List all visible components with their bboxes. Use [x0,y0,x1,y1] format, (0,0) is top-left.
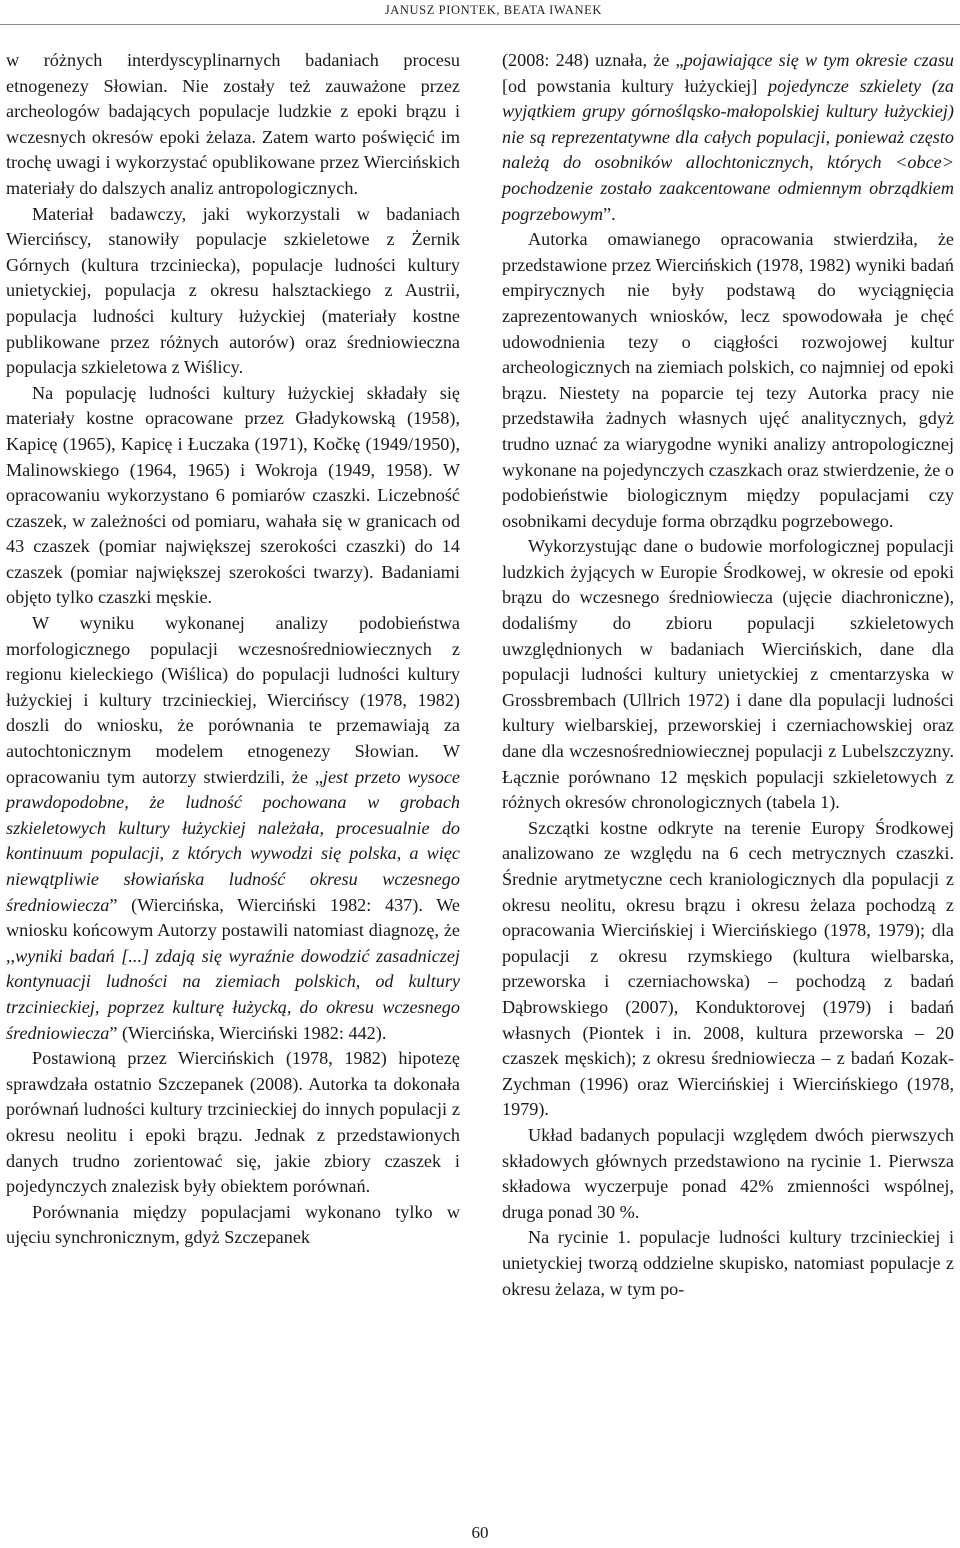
paragraph: Materiał badawczy, jaki wykorzystali w badaniach Wiercińscy, stanowiły populacje szkieletowe z Żernik Górnych (kultura trzciniecka), populacje ludności kultury unietyckiej, populacja z okresu halsztackiego z Austrii, populacja ludności kultury łużyckiej (materiały kostne publikowane przez różnych autorów) oraz średniowieczna populacja szkieletowa z Wiślicy. [6,203,460,378]
quotation: jest przeto wysoce prawdopodobne, że ludność pochowana w grobach szkieletowych kultury łużyckiej należała, procesualnie do kontinuum populacji, z których wywodzi się polska, a więc niewątpliwie słowiańska ludność okresu wczesnego średniowiecza [6,766,460,915]
page-header [0,0,960,25]
paragraph: Porównania między populacjami wykonano tylko w ujęciu synchronicznym, gdyż Szczepanek [6,1201,460,1248]
quotation: pojedyncze szkielety (za wyjątkiem grupy górnośląsko-małopolskiej kultury łużyckiej) nie są reprezentatywne dla całych populacji, ponieważ często należą do osobników allochtonicznych, których <obce> pochodzenie zostało zaakcentowane odmiennym obrządkiem pogrzebowym [502,75,954,224]
running-title: JANUSZ PIONTEK, BEATA IWANEK [384,3,602,17]
paragraph: Wykorzystując dane o budowie morfologicznej populacji ludzkich żyjących w Europie Środkowej, w okresie od epoki brązu do wczesnego średniowiecza (ujęcie diachroniczne), dodaliśmy do zbioru populacji szkieletowych uwzględnionych w badaniach Wiercińskich, dane dla populacji ludności kultury unietyckiej z cmentarzyska w Grossbrembach (Ullrich 1972) i dane dla populacji ludności kultury wielbarskiej, przeworskiej i czerniachowskiej oraz dane dla wczesnośredniowiecznej populacji z Lubelszczyzny. Łącznie porównano 12 męskich populacji szkieletowych z różnych okresów chronologicznych (tabela 1). [502,536,954,813]
right-column [502,48,954,1302]
paragraph [6,611,460,1046]
quotation: wyniki badań [...] zdają się wyraźnie dowodzić zasadniczej kontynuacji ludności na ziemiach polskich, od kultury trzcinieckiej, poprzez kulturę łużycką, do okresu wczesnego średniowiecza [6,945,460,1043]
paragraph: Na rycinie 1. populacje ludności kultury trzcinieckiej i unietyckiej tworzą oddzielne skupisko, natomiast populacje z okresu żelaza, w tym po- [502,1227,954,1299]
paragraph: Układ badanych populacji względem dwóch pierwszych składowych głównych przedstawiono na rycinie 1. Pierwsza składowa wyczerpuje ponad 42% zmienności wspólnej, druga ponad 30 %. [502,1124,954,1222]
text-run: ”. [603,203,616,224]
paragraph: Postawioną przez Wiercińskich (1978, 1982) hipotezę sprawdzała ostatnio Szczepanek (2008). Autorka ta dokonała porównań ludności kultury trzcinieckiej do innych populacji z okresu neolitu i epoki brązu. Jednak z przedstawionych danych trudno zorientować się, jakie zbiory czaszek i pojedynczych znalezisk były obiektem porównań. [6,1048,460,1197]
left-column [6,48,460,1251]
text-run: ” (Wiercińska, Wierciński 1982: 442). [109,1022,387,1043]
text-run: (2008: 248) uznała, że „ [502,50,684,70]
quotation: pojawiające się w tym okresie czasu [683,50,954,70]
paragraph: Szczątki kostne odkryte na terenie Europy Środkowej analizowano ze względu na 6 cech metrycznych czaszki. Średnie arytmetyczne cech kraniologicznych dla populacji z okresu neolitu, okresu brązu i okresu żelaza pochodzą z opracowania Wiercińskiej i Wiercińskiego (1978, 1979); dla populacji z okresu rzymskiego (kultura wielbarska, przeworska i czerniachowska) – pochodzą z badań Dąbrowskiego (2007), Konduktorovej (1979) i badań własnych (Piontek i in. 2008, kultura przeworska – 20 czaszek męskich); z okresu średniowiecza – z badań Kozak-Zychman (1996) oraz Wiercińskiej i Wiercińskiego (1978, 1979). [502,817,954,1120]
text-run: [od powstania kultury łużyckiej] [502,75,768,96]
text-run: ” (Wiercińska, Wierciński 1982: 437). We wniosku końcowym Autorzy postawili natomiast diagnozę, że ,, [6,894,460,966]
paragraph: Autorka omawianego opracowania stwierdziła, że przedstawione przez Wiercińskich (1978, 1982) wyniki badań empirycznych nie były podstawą do wyciągnięcia zaprezentowanych wniosków, lecz spowodowała je chęć udowodnienia tezy o ciągłości rozwojowej kultur archeologicznych na ziemiach polskich, co najmniej od epoki brązu. Niestety na poparcie tej tezy Autorka pracy nie przedstawiła żadnych własnych ujęć analitycznych, gdyż trudno uznać za wiarygodne wyniki analizy antropologicznej wykonane na pojedynczych czaszkach oraz stwierdzenie, że o podobieństwie biologicznym między populacjami czy osobnikami decyduje forma obrządku pogrzebowego. [502,229,954,531]
paragraph: Na populację ludności kultury łużyckiej składały się materiały kostne opracowane przez Gładykowską (1958), Kapicę (1965), Kapicę i Łuczaka (1971), Kočkę (1949/1950), Malinowskiego (1964, 1965) i Wokroja (1949, 1958). W opracowaniu wykorzystano 6 pomiarów czaszki. Liczebność czaszek, w zależności od pomiaru, wahała się w granicach od 43 czaszek (pomiar największej szerokości czaszki) do 14 czaszek (pomiar największej szerokości twarzy). Badaniami objęto tylko czaszki męskie. [6,382,460,608]
text-run: W wyniku wykonanej analizy podobieństwa morfologicznego populacji wczesnośredniowiecznych z regionu kieleckiego (Wiślica) do populacji ludności kultury łużyckiej i kultury trzcinieckiej, Wiercińscy (1978, 1982) doszli do wniosku, że porównania te przemawiają za autochtonicznym modelem etnogenezy Słowian. W opracowaniu tym autorzy stwierdzili, że „ [6,613,460,787]
paragraph: w różnych interdyscyplinarnych badaniach procesu etnogenezy Słowian. Nie zostały też zauważone przez archeologów badających populacje ludzkie z epoki brązu i wczesnych okresów epoki żelaza. Zatem warto poświęcić im trochę uwagi i wykorzystać opublikowane przez Wiercińskich materiały do dalszych analiz antropologicznych. [6,50,460,198]
page-number: 60 [471,1523,489,1542]
paragraph [502,48,954,227]
